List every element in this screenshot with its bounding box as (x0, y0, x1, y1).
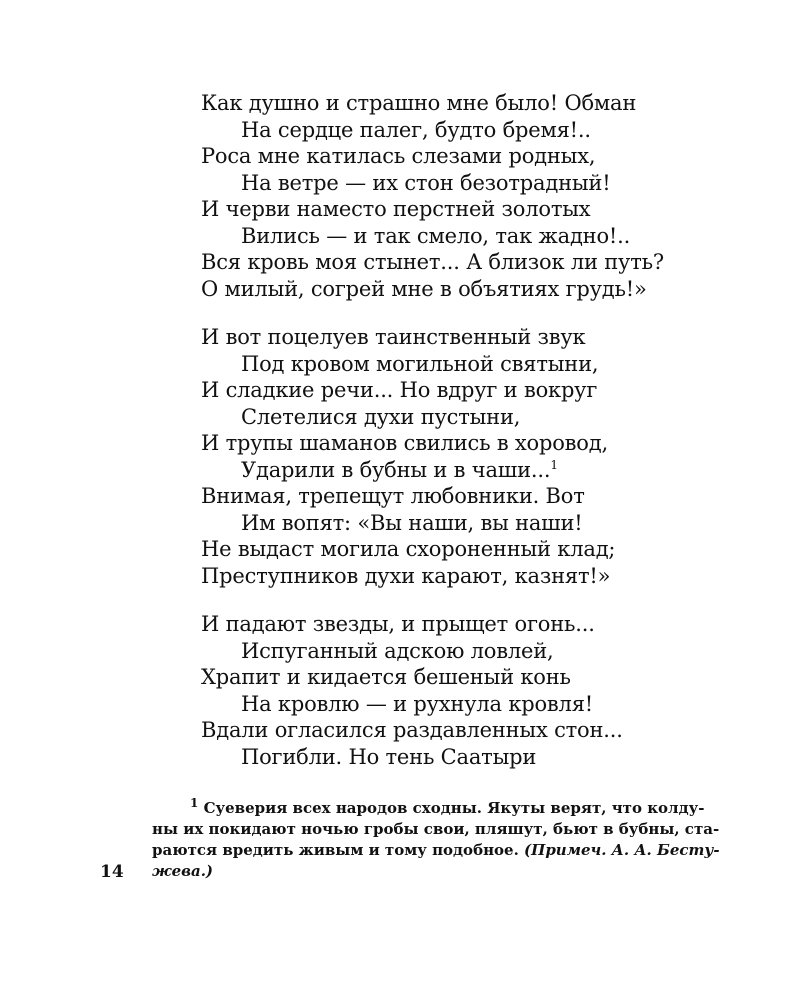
footnote-reference: 1 (550, 457, 558, 472)
poem-line: Преступников духи карают, казнят!» (201, 563, 611, 588)
footnote-marker: 1 (190, 796, 199, 810)
stanza (201, 324, 721, 589)
poem-line: О милый, согрей мне в объятиях грудь!» (201, 276, 647, 301)
poem-line: И сладкие речи... Но вдруг и вокруг (201, 378, 598, 402)
poem-line: Слетелися духи пустыни, (241, 404, 521, 429)
poem-line: Вдали огласился раздавленных стон... (201, 718, 623, 742)
poem-line: Вся кровь моя стынет... А близок ли путь? (201, 250, 664, 274)
poem-line: Погибли. Но тень Саатыри (241, 744, 537, 769)
stanza (201, 611, 721, 770)
stanza (201, 90, 721, 302)
poem-line: Ударили в бубны и в чаши...$^1$ (241, 457, 558, 482)
poem-line: Испуганный адскою ловлей, (241, 638, 554, 663)
poem-body (201, 90, 721, 792)
poem-line: И трупы шаманов свились в хоровод, (201, 431, 608, 455)
poem-line: Вились — и так смело, так жадно!.. (241, 223, 631, 248)
poem-line: Не выдаст могила схороненный клад; (201, 537, 616, 561)
footnote-line-2: ны их покидают ночью гробы свои, пляшут, бьют в бубны, ста- (152, 820, 720, 838)
footnote (152, 798, 718, 882)
footnote-line-4: жева.) (152, 862, 214, 880)
poem-line: На ветре — их стон безотрадный! (241, 170, 611, 195)
poem-line: На сердце палег, будто бремя!.. (241, 117, 591, 142)
page-number: 14 (100, 862, 124, 882)
poem-line: Роса мне катилась слезами родных, (201, 144, 596, 168)
poem-line: Под кровом могильной святыни, (241, 351, 599, 376)
poem-line: Им вопят: «Вы наши, вы наши! (241, 510, 583, 535)
poem-line: Храпит и кидается бешеный конь (201, 665, 571, 689)
poem-line: Внимая, трепещут любовники. Вот (201, 484, 585, 508)
footnote-line-3: раются вредить живым и тому подобное. (Примеч. А. А. Бесту- (152, 841, 720, 859)
poem-line: Как душно и страшно мне было! Обман (201, 91, 637, 115)
poem-line: И вот поцелуев таинственный звук (201, 325, 586, 349)
poem-line: На кровлю — и рухнула кровля! (241, 691, 593, 716)
poem-line: И черви наместо перстней золотых (201, 197, 591, 221)
footnote-line-1: $^1$ Суеверия всех народов сходны. Якуты верят, что колду- (190, 796, 705, 817)
poem-line: И падают звезды, и прыщет огонь... (201, 612, 595, 636)
